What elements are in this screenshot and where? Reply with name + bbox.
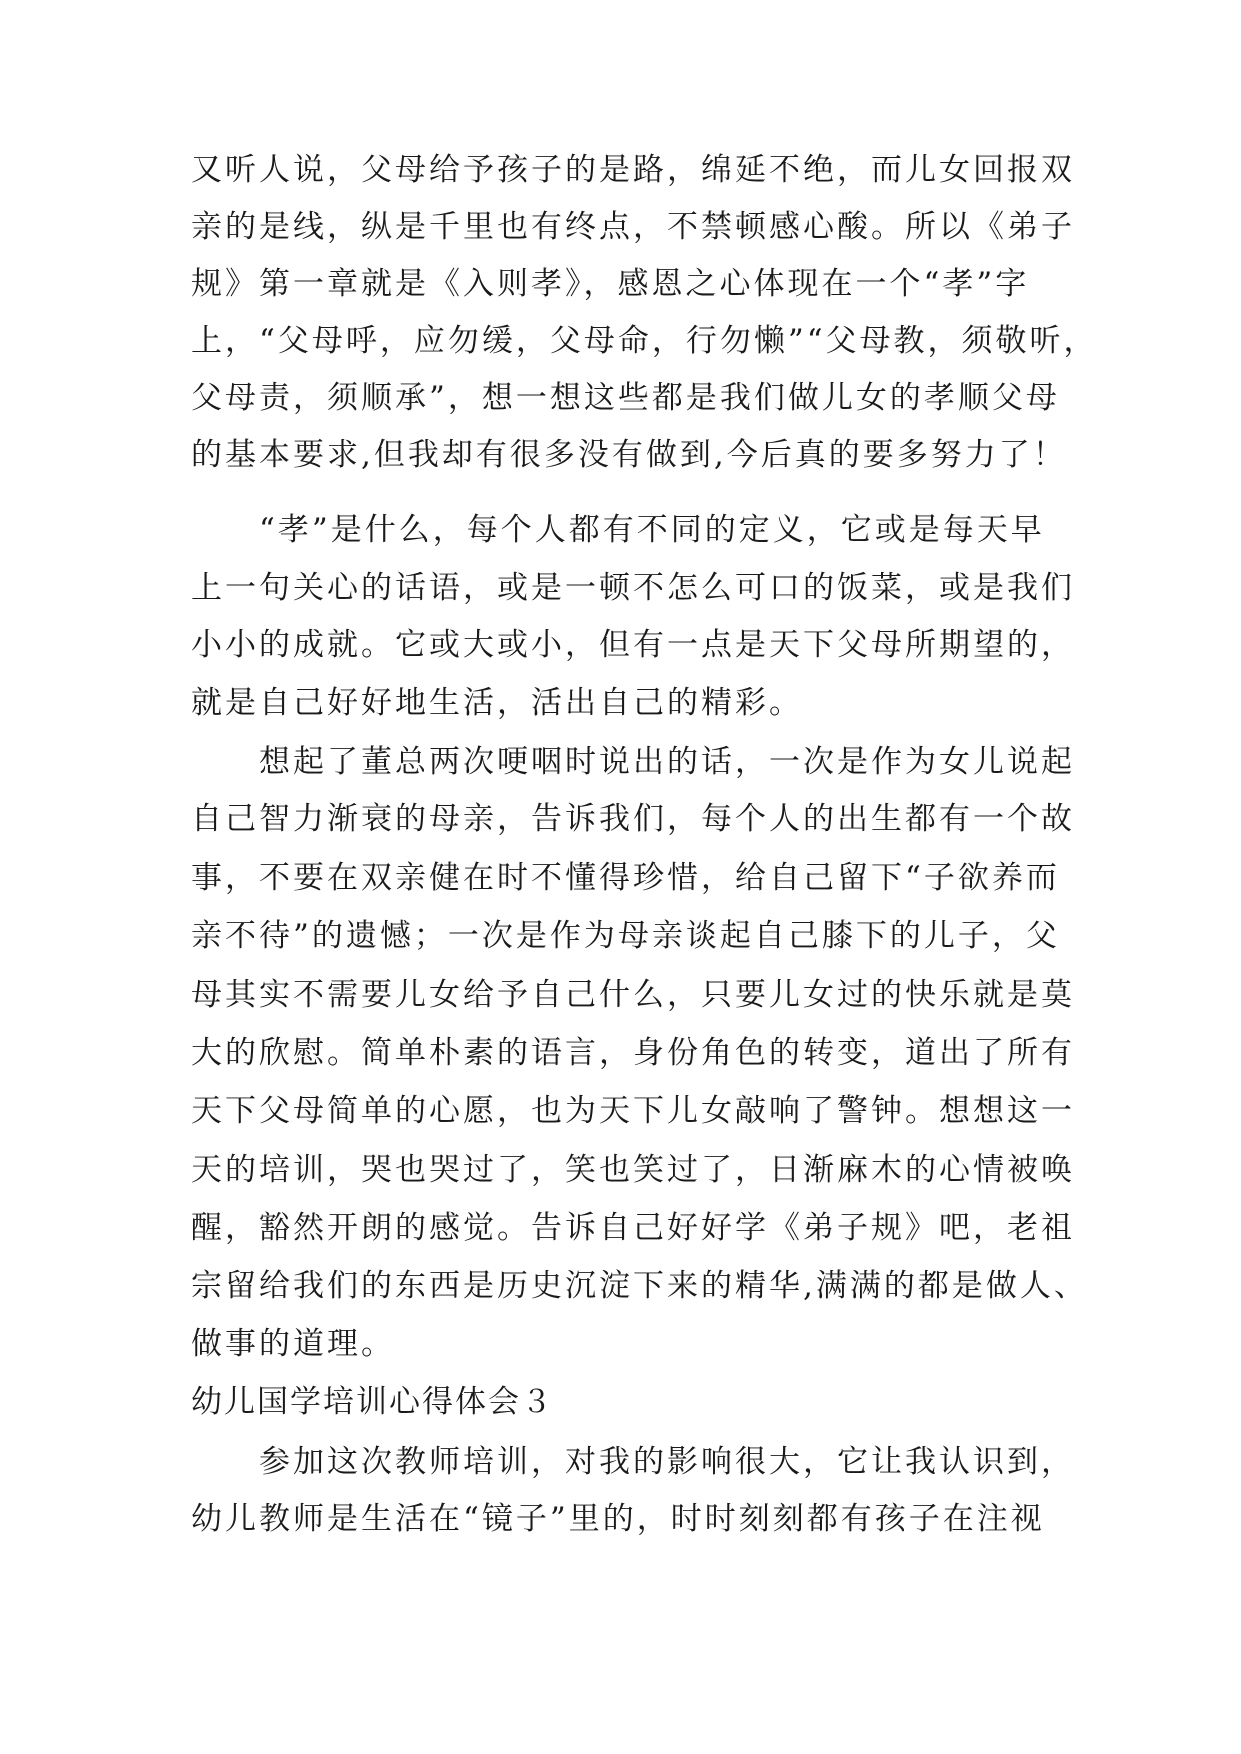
text-line: 大的欣慰。简单朴素的语言，身份角色的转变，道出了所有 xyxy=(191,1035,1075,1071)
text-line: 事，不要在双亲健在时不懂得珍惜，给自己留下“子欲养而 xyxy=(191,860,1060,896)
text-line: 天的培训，哭也哭过了，笑也笑过了，日渐麻木的心情被唤 xyxy=(191,1152,1075,1188)
text-line: 醒，豁然开朗的感觉。告诉自己好好学《弟子规》吧，老祖 xyxy=(191,1210,1075,1246)
text-line: 天下父母简单的心愿，也为天下儿女敲响了警钟。想想这一 xyxy=(191,1093,1075,1129)
text-line: 小小的成就。它或大或小，但有一点是天下父母所期望的， xyxy=(191,627,1075,663)
text-line: “孝”是什么，每个人都有不同的定义，它或是每天早 xyxy=(191,512,1045,548)
text-line: 想起了董总两次哽咽时说出的话，一次是作为女儿说起 xyxy=(191,744,1075,780)
text-line: 父母责，须顺承”，想一想这些都是我们做儿女的孝顺父母 xyxy=(191,380,1060,416)
text-line: 上，“父母呼，应勿缓，父母命，行勿懒”“父母教，须敬听， xyxy=(191,323,1098,359)
text-line: 母其实不需要儿女给予自己什么，只要儿女过的快乐就是莫 xyxy=(191,977,1075,1013)
text-line: 的基本要求,但我却有很多没有做到,今后真的要多努力了！ xyxy=(191,437,1067,473)
text-line: 亲的是线，纵是千里也有终点，不禁顿感心酸。所以《弟子 xyxy=(191,209,1075,245)
text-line: 做事的道理。 xyxy=(191,1326,395,1362)
text-line: 就是自己好好地生活，活出自己的精彩。 xyxy=(191,685,803,721)
text-line: 又听人说，父母给予孩子的是路，绵延不绝，而儿女回报双 xyxy=(191,152,1075,188)
text-line: 自己智力渐衰的母亲，告诉我们，每个人的出生都有一个故 xyxy=(191,801,1075,837)
text-line: 规》第一章就是《入则孝》，感恩之心体现在一个“孝”字 xyxy=(191,266,1030,302)
section-heading: 幼儿国学培训心得体会３ xyxy=(191,1384,554,1420)
text-line: 亲不待”的遗憾；一次是作为母亲谈起自己膝下的儿子，父 xyxy=(191,918,1060,954)
text-line: 幼儿教师是生活在“镜子”里的，时时刻刻都有孩子在注视 xyxy=(191,1501,1045,1537)
text-line: 上一句关心的话语，或是一顿不怎么可口的饭菜，或是我们 xyxy=(191,570,1075,606)
text-line: 参加这次教师培训，对我的影响很大，它让我认识到， xyxy=(191,1444,1075,1480)
text-line: 宗留给我们的东西是历史沉淀下来的精华,满满的都是做人、 xyxy=(191,1268,1088,1304)
